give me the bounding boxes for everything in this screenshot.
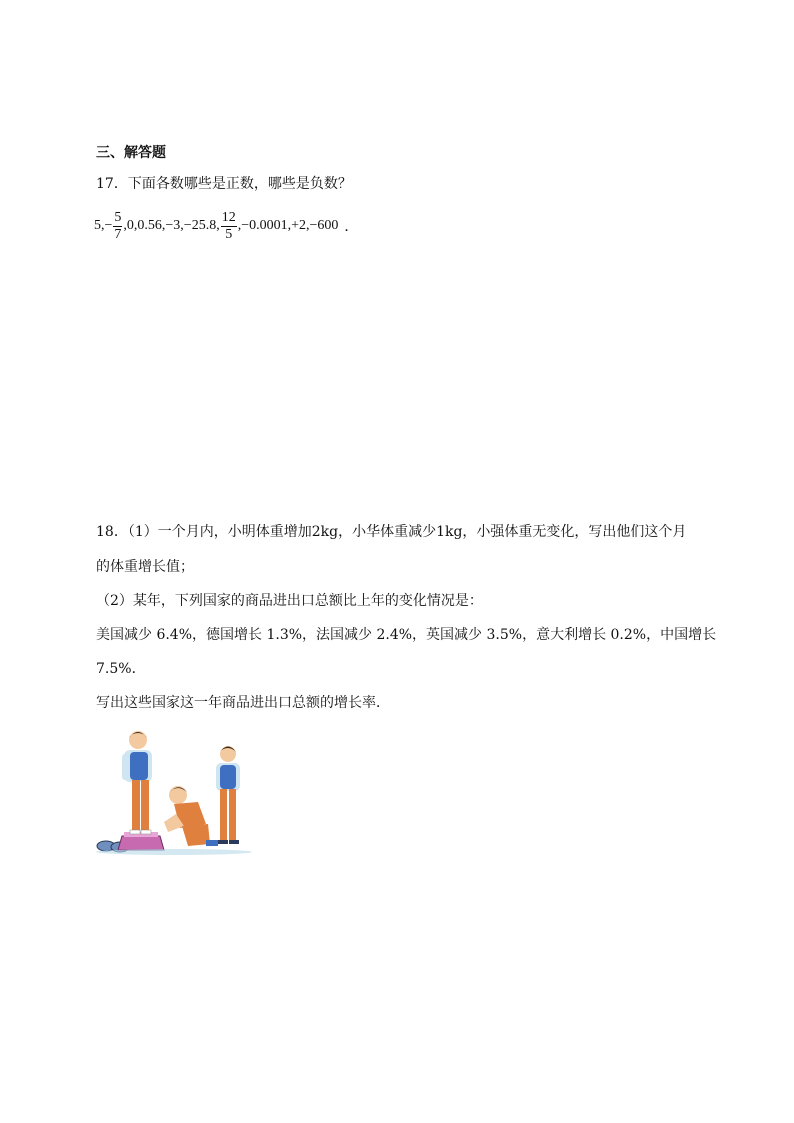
section-title: 三、解答题 [96,145,166,161]
kneeling-boy [164,786,218,846]
fraction-numerator: 12 [221,209,236,225]
expr-end-period: ． [344,220,359,235]
expr-part-c: ,−0.0001,+2,−600 [237,218,339,233]
question-18-part1-line2: 的体重增长值； [96,559,194,575]
question-18-part2-line1: （2）某年，下列国家的商品进出口总额比上年的变化情况是： [96,593,483,609]
question-18-ask: 写出这些国家这一年商品进出口总额的增长率． [96,695,390,711]
fraction-denominator: 5 [225,226,233,242]
fraction-12-5 [221,210,237,243]
standing-boy-right [216,746,240,844]
standing-boy-on-scale [122,731,152,834]
fraction-5-7 [113,210,122,243]
scale-icon [118,832,164,850]
expr-part-b: ,0,0.56,−3,−25.8, [123,218,220,233]
fraction-denominator: 7 [114,226,122,242]
question-18-part1-line1: 18．（1）一个月内，小明体重增加2kg，小华体重减少1kg，小强体重无变化，写出他们这个月 [96,524,687,540]
weighing-boys-illustration [94,728,254,856]
question-18-data-line1: 美国减少 6.4%，德国增长 1.3%，法国减少 2.4%，英国减少 3.5%，意大利增长 0.2%，中国增长 [96,627,717,643]
expr-part-a: 5,− [94,218,113,233]
question-18-data-line2: 7.5%． [96,661,146,677]
question-17-prompt: 17．下面各数哪些是正数，哪些是负数？ [96,176,352,192]
fraction-numerator: 5 [114,209,122,225]
question-17-number-list [94,208,358,244]
